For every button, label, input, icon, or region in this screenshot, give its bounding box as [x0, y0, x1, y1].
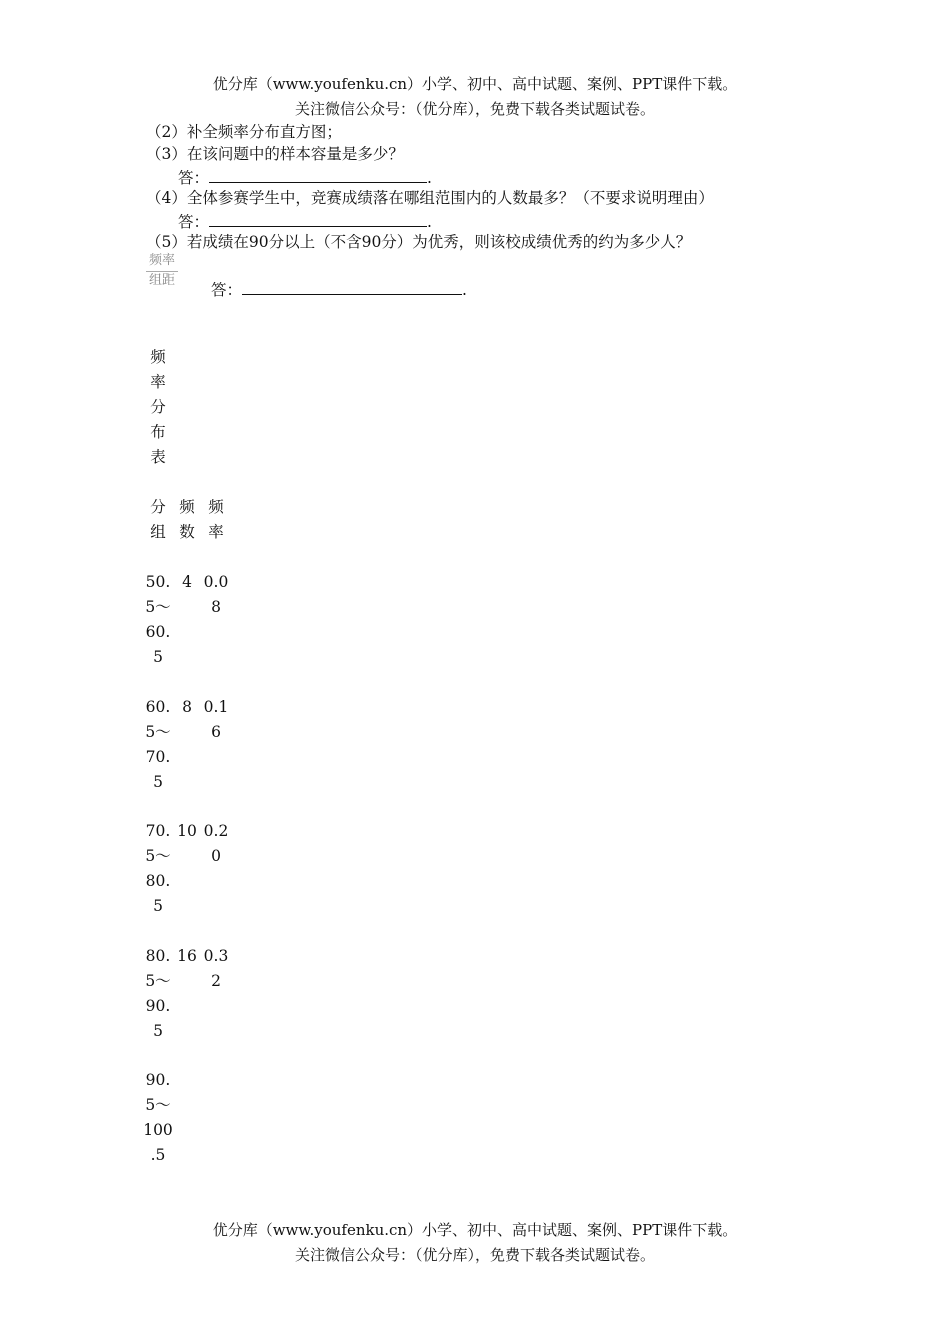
- footer-line-2: 关注微信公众号：（优分库），免费下载各类试题试卷。: [294, 1246, 655, 1264]
- footer-line-1: 优分库（www.youfenku.cn）小学、初中、高中试题、案例、PPT课件下载。: [212, 1221, 738, 1239]
- header-count: 频 数: [179, 498, 195, 541]
- answer-end: .: [427, 169, 432, 187]
- row-1-freq: 0.0 8: [203, 573, 229, 616]
- question-3: （3）在该问题中的样本容量是多少？: [146, 145, 404, 163]
- answer-blank[interactable]: [209, 166, 427, 183]
- fraction-bar: [146, 271, 178, 272]
- question-4: （4）全体参赛学生中，竞赛成绩落在哪组范围内的人数最多？（不要求说明理由）: [146, 189, 714, 207]
- row-4-freq: 0.3 2: [203, 947, 229, 990]
- row-3-group: 70. 5～ 80. 5: [145, 822, 171, 915]
- answer-label: 答：: [178, 213, 210, 231]
- header-line-2: 关注微信公众号：（优分库），免费下载各类试题试卷。: [294, 100, 655, 118]
- row-4-count: 16: [177, 947, 197, 965]
- row-5-group: 90. 5～ 100 .5: [143, 1071, 173, 1164]
- answer-4: [178, 210, 432, 232]
- header-freq: 频 率: [208, 498, 224, 541]
- question-5: （5）若成绩在90分以上（不含90分）为优秀，则该校成绩优秀的约为多少人？: [146, 233, 692, 251]
- row-3-freq: 0.2 0: [203, 822, 229, 865]
- axis-numerator: 频率: [148, 253, 175, 268]
- answer-label: 答：: [178, 169, 210, 187]
- answer-blank[interactable]: [209, 210, 427, 227]
- row-3-count: 10: [177, 822, 197, 840]
- row-2-freq: 0.1 6: [203, 698, 229, 741]
- answer-end: .: [427, 213, 432, 231]
- question-2: （2）补全频率分布直方图；: [146, 123, 342, 141]
- answer-end: .: [462, 281, 467, 299]
- answer-blank[interactable]: [242, 278, 462, 295]
- header-group: 分 组: [150, 498, 166, 541]
- row-4-group: 80. 5～ 90. 5: [145, 947, 171, 1040]
- histogram-axis-label: [146, 254, 178, 288]
- row-2-group: 60. 5～ 70. 5: [145, 698, 171, 791]
- row-2-count: 8: [182, 698, 192, 716]
- row-1-group: 50. 5～ 60. 5: [145, 573, 171, 666]
- header-line-1: 优分库（www.youfenku.cn）小学、初中、高中试题、案例、PPT课件下载。: [212, 75, 738, 93]
- table-title: 频 率 分 布 表: [150, 348, 166, 466]
- answer-label: 答：: [211, 281, 243, 299]
- answer-5: [211, 278, 467, 300]
- row-1-count: 4: [182, 573, 192, 591]
- answer-3: [178, 166, 432, 188]
- axis-denominator: 组距: [148, 273, 175, 288]
